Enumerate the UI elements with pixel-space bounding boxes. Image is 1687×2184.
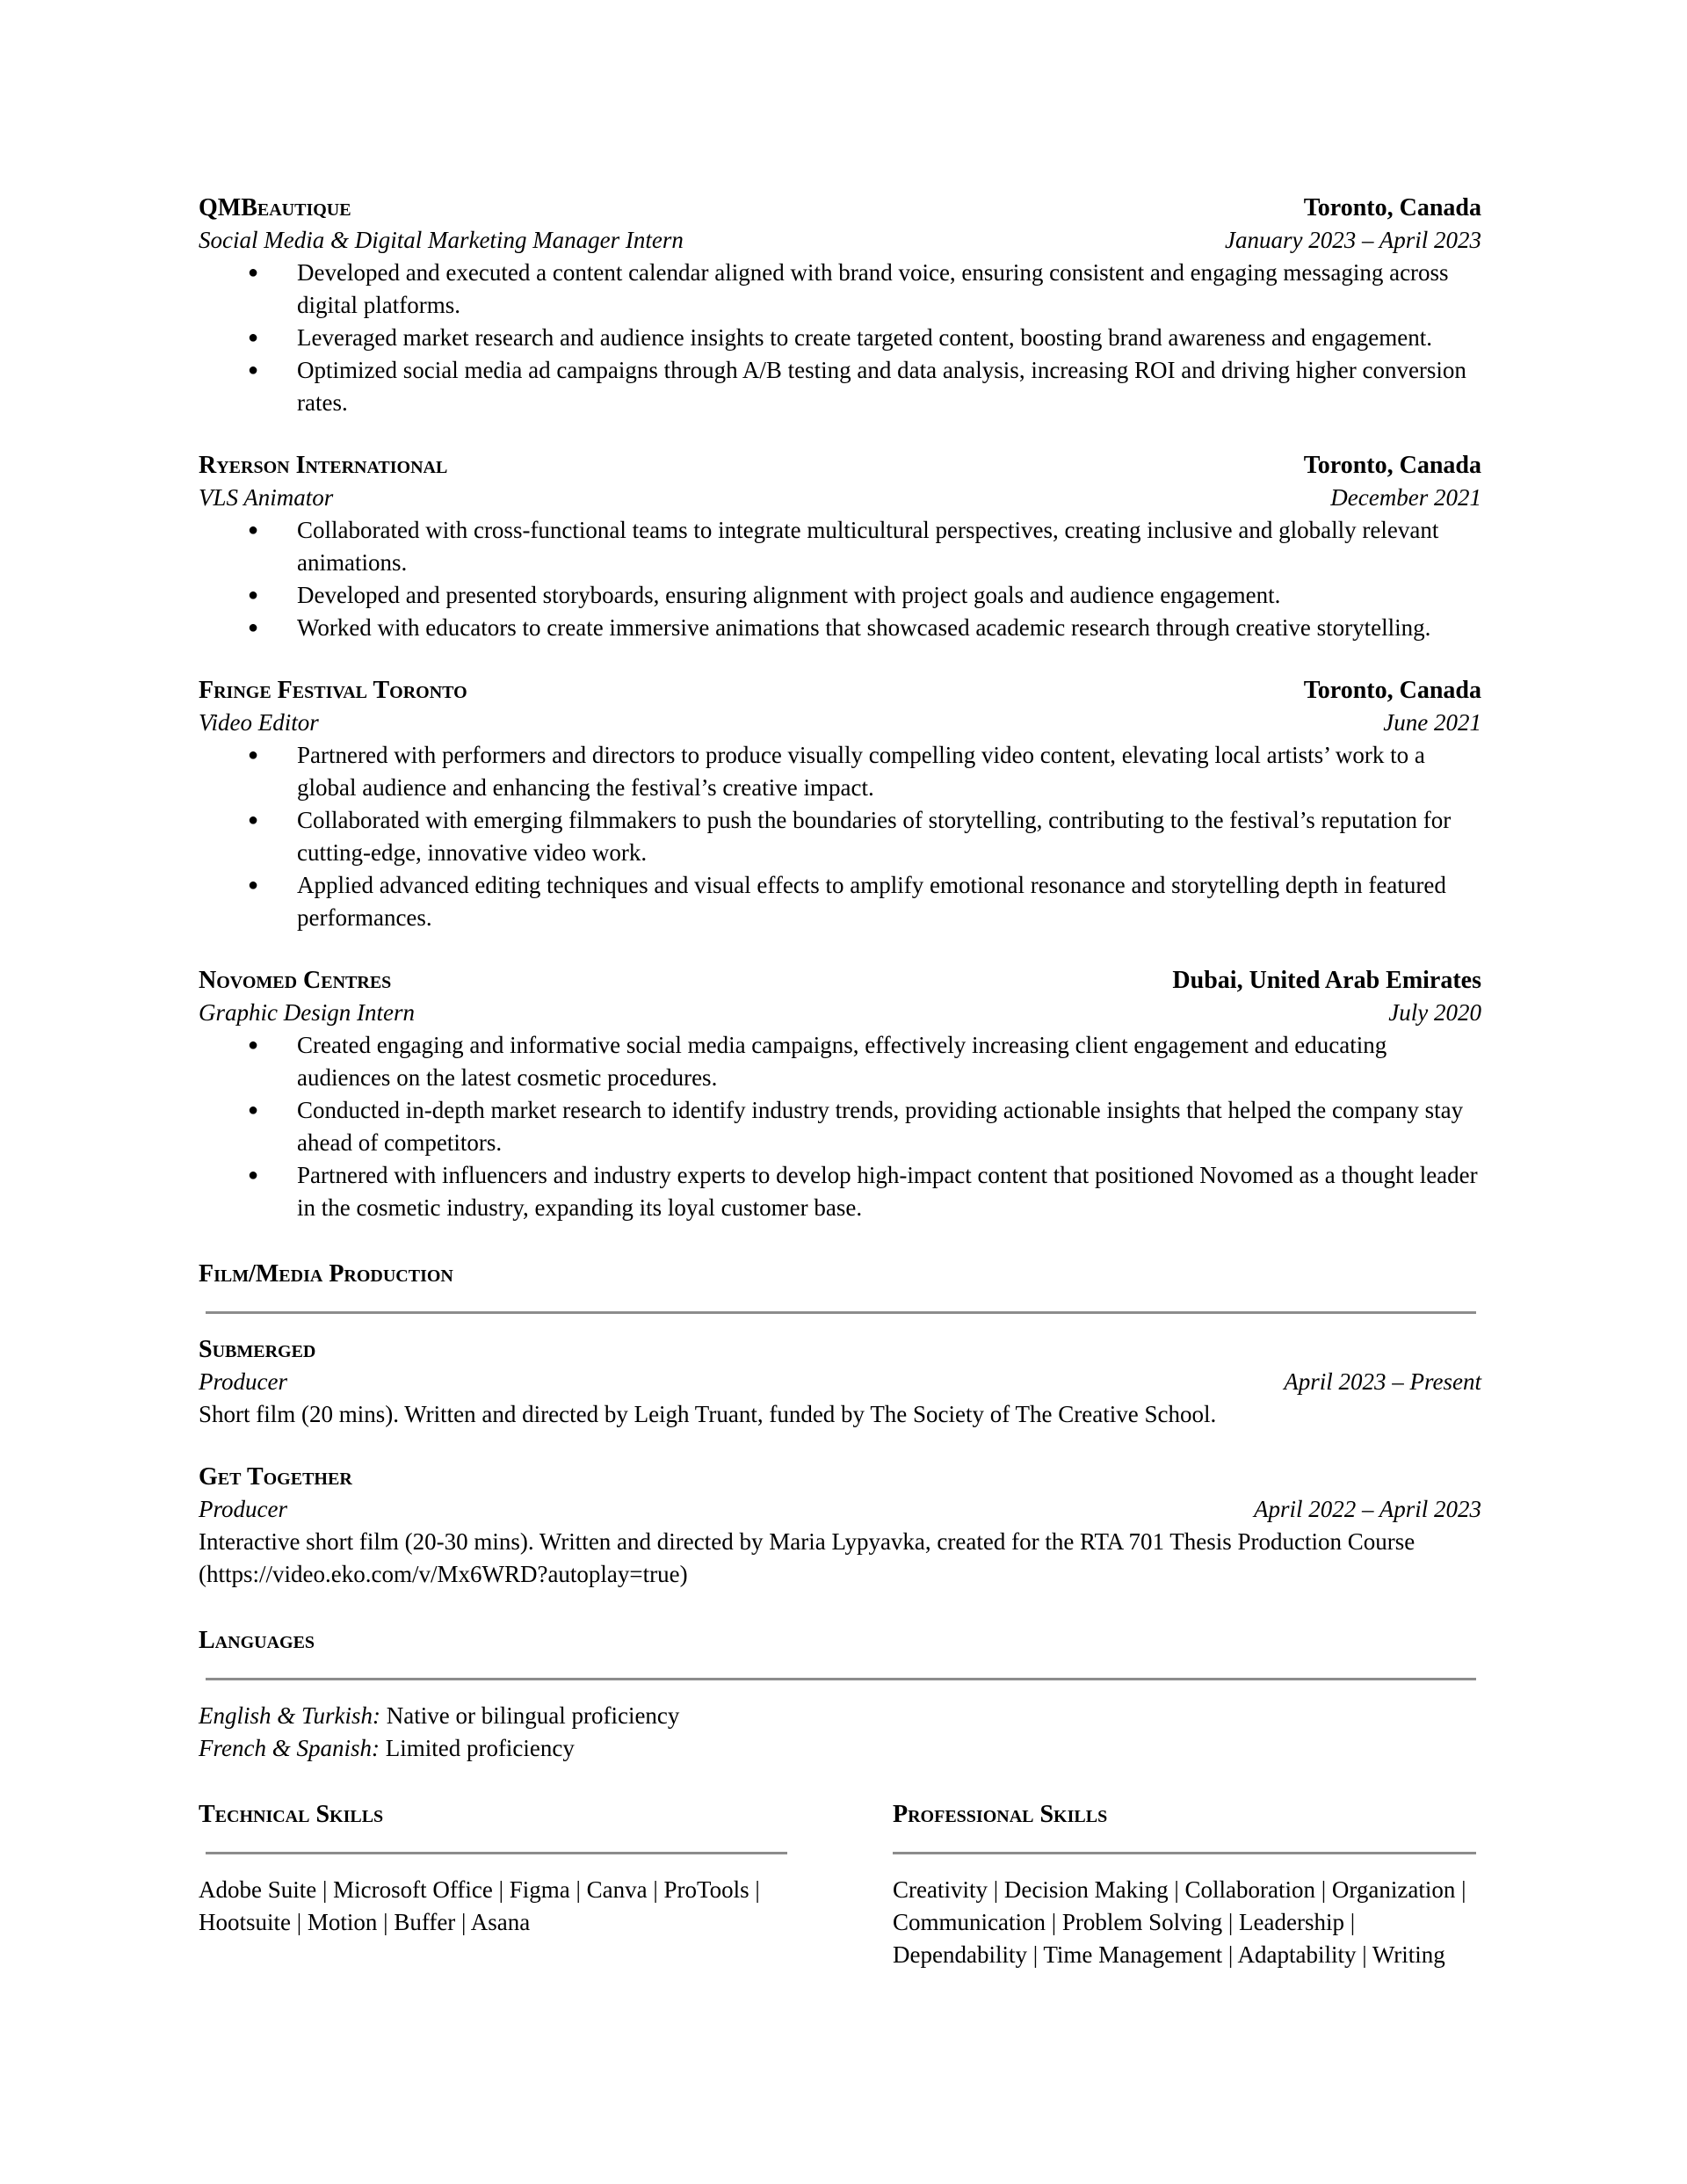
languages-heading: Languages	[199, 1627, 315, 1654]
bullet-item: ● Developed and executed a content calendar aligned with brand voice, ensuring consistent and engaging messaging across digital platforms.	[297, 257, 1481, 322]
project-name: Get Together	[199, 1463, 352, 1491]
bullet-item: ● Partnered with influencers and industry experts to develop high-impact content that positioned Novomed as a thought leader in the cosmetic industry, expanding its loyal customer base.	[297, 1159, 1481, 1224]
project-role: Producer	[199, 1496, 287, 1522]
job-subheader	[199, 224, 1481, 257]
project-dates: April 2022 – April 2023	[1253, 1496, 1481, 1522]
section-divider	[206, 1678, 1476, 1680]
language-level: Native or bilingual proficiency	[380, 1702, 680, 1729]
film-section	[199, 1258, 1481, 1591]
bullet-item: ● Collaborated with cross-functional teams to integrate multicultural perspectives, creating inclusive and globally relevant animations.	[297, 514, 1481, 579]
language-item	[199, 1700, 1481, 1732]
bullet-item: ● Worked with educators to create immersive animations that showcased academic research through creative storytelling.	[297, 612, 1481, 644]
job-dates: January 2023 – April 2023	[1225, 227, 1481, 253]
resume-page	[199, 192, 1481, 1971]
job-dates: July 2020	[1388, 999, 1481, 1026]
job-entry	[199, 674, 1481, 934]
job-location: Toronto, Canada	[1303, 677, 1481, 704]
project-description: Short film (20 mins). Written and directed by Leigh Truant, funded by The Society of The Creative School.	[199, 1401, 1217, 1427]
project-name: Submerged	[199, 1336, 316, 1363]
job-title: Video Editor	[199, 709, 319, 736]
bullet-item: ● Partnered with performers and directors to produce visually compelling video content, elevating local artists’ work to a global audience and enhancing the festival’s creative impact.	[297, 739, 1481, 804]
bullet-list	[199, 739, 1481, 934]
organization-name: QMBeautique	[199, 194, 351, 221]
project-role: Producer	[199, 1368, 287, 1395]
job-header	[199, 192, 1481, 224]
job-subheader	[199, 482, 1481, 514]
bullet-list	[199, 514, 1481, 644]
section-divider	[206, 1311, 1476, 1314]
organization-name: Novomed Centres	[199, 967, 392, 994]
language-list	[199, 1700, 1481, 1765]
technical-skills-text: Adobe Suite | Microsoft Office | Figma | Canva | ProTools | Hootsuite | Motion | Buffer | Asana	[199, 1876, 760, 1935]
bullet-list	[199, 257, 1481, 419]
job-entry	[199, 192, 1481, 419]
job-subheader	[199, 997, 1481, 1029]
project-dates: April 2023 – Present	[1284, 1368, 1481, 1395]
job-entry	[199, 964, 1481, 1224]
bullet-list	[199, 1029, 1481, 1224]
job-location: Dubai, United Arab Emirates	[1172, 967, 1481, 994]
project-subheader	[199, 1366, 1481, 1398]
organization-name: Fringe Festival Toronto	[199, 677, 467, 704]
experience-section	[199, 192, 1481, 1224]
skills-section	[199, 1798, 1481, 1971]
bullet-item: ● Created engaging and informative social media campaigns, effectively increasing client engagement and educating audiences on the latest cosmetic procedures.	[297, 1029, 1481, 1094]
languages-section	[199, 1624, 1481, 1765]
bullet-item: ● Leveraged market research and audience insights to create targeted content, boosting brand awareness and engagement.	[297, 322, 1481, 354]
job-header	[199, 449, 1481, 482]
language-name: English & Turkish:	[199, 1702, 381, 1729]
film-heading: Film/Media Production	[199, 1260, 453, 1288]
professional-heading: Professional Skills	[893, 1801, 1108, 1828]
bullet-item: ● Collaborated with emerging filmmakers to push the boundaries of storytelling, contributing to the festival’s reputation for cutting-edge, innovative video work.	[297, 804, 1481, 869]
bullet-item: ● Developed and presented storyboards, ensuring alignment with project goals and audience engagement.	[297, 579, 1481, 612]
project-list	[199, 1333, 1481, 1591]
bullet-item: ● Applied advanced editing techniques and visual effects to amplify emotional resonance and storytelling depth in featured performances.	[297, 869, 1481, 934]
bullet-item: ● Optimized social media ad campaigns through A/B testing and data analysis, increasing ROI and driving higher conversion rates.	[297, 354, 1481, 419]
job-header	[199, 674, 1481, 707]
project-entry	[199, 1333, 1481, 1431]
technical-heading: Technical Skills	[199, 1801, 384, 1828]
technical-skills	[199, 1798, 787, 1971]
professional-skills	[893, 1798, 1481, 1971]
language-level: Limited proficiency	[379, 1735, 575, 1761]
professional-skills-text: Creativity | Decision Making | Collaboration | Organization | Communication | Problem Solving | Leadership | Dependability | Time Management | Adaptability | Writing	[893, 1876, 1466, 1968]
job-dates: June 2021	[1383, 709, 1481, 736]
project-subheader	[199, 1493, 1481, 1526]
project-entry	[199, 1461, 1481, 1591]
section-divider	[893, 1852, 1476, 1854]
bullet-item: ● Conducted in-depth market research to identify industry trends, providing actionable insights that helped the company stay ahead of competitors.	[297, 1094, 1481, 1159]
job-title: VLS Animator	[199, 484, 334, 511]
job-entry	[199, 449, 1481, 644]
job-subheader	[199, 707, 1481, 739]
job-location: Toronto, Canada	[1303, 452, 1481, 479]
organization-name: Ryerson International	[199, 452, 448, 479]
job-title: Graphic Design Intern	[199, 999, 415, 1026]
job-title: Social Media & Digital Marketing Manager Intern	[199, 227, 684, 253]
project-description: Interactive short film (20-30 mins). Written and directed by Maria Lypyavka, created for the RTA 701 Thesis Production Course (https://video.eko.com/v/Mx6WRD?autoplay=true)	[199, 1528, 1415, 1587]
language-item	[199, 1732, 1481, 1765]
section-divider	[206, 1852, 787, 1854]
language-name: French & Spanish:	[199, 1735, 380, 1761]
job-dates: December 2021	[1330, 484, 1481, 511]
job-header	[199, 964, 1481, 997]
job-location: Toronto, Canada	[1303, 194, 1481, 221]
